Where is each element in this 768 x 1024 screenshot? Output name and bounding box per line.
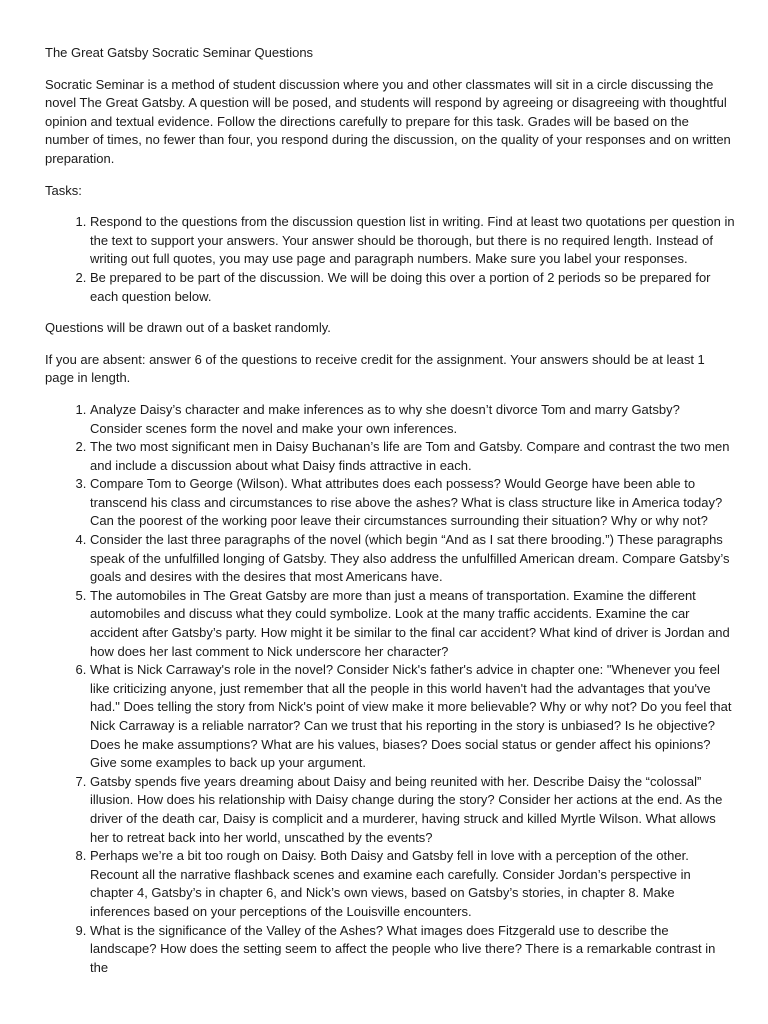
absent-note: If you are absent: answer 6 of the questions to receive credit for the assignment. Your answers should be at least 1 page in length. [45,351,705,386]
question-item: 3. Compare Tom to George (Wilson). What attributes does each possess? Would George have been able to transcend his class and circumstances to rise above the ashes? What is class structure like in America today? Can the poorest of the working poor leave their circumstances surrounding their situation? Why or why not? [90,475,735,531]
tasks-list [45,213,735,306]
question-item: 5. The automobiles in The Great Gatsby are more than just a means of transportation. Examine the different automobiles and discuss what they could symbolize. Look at the many traffic accidents. Examine the car accident after Gatsby’s party. How might it be similar to the final car accident? What kind of driver is Jordan and how does her last comment to Nick underscore her character? [90,587,735,661]
document-page [45,44,735,990]
question-item: 2. The two most significant men in Daisy Buchanan’s life are Tom and Gatsby. Compare and contrast the two men and include a discussion about what Daisy finds attractive in each. [90,438,735,475]
question-item: 4. Consider the last three paragraphs of the novel (which begin “And as I sat there brooding.”) These paragraphs speak of the unfulfilled longing of Gatsby. They also address the unfulfilled American dream. Compare Gatsby’s goals and desires with the desires that most Americans have. [90,531,735,587]
tasks-label: Tasks: [45,182,82,198]
questions-list [45,401,735,977]
task-item: 1. Respond to the questions from the discussion question list in writing. Find at least two quotations per question in the text to support your answers. Your answer should be thorough, but there is no required length. Instead of writing out full quotes, you may use page and paragraph numbers. Make sure you label your responses. [90,213,735,269]
question-item: 7. Gatsby spends five years dreaming about Daisy and being reunited with her. Describe Daisy the “colossal” illusion. How does his relationship with Daisy change during the story? Consider her actions at the end. As the driver of the death car, Daisy is complicit and a murderer, having struck and killed Myrtle Wilson. What allows her to retreat back into her world, unscathed by the events? [90,773,735,847]
question-item: 6. What is Nick Carraway's role in the novel? Consider Nick's father's advice in chapter one: "Whenever you feel like criticizing anyone, just remember that all the people in this world haven't had the advantages that you've had." Does telling the story from Nick's point of view make it more believable? Why or why not? Do you feel that Nick Carraway is a reliable narrator? Can we trust that his reporting in the story is unbiased? Is he objective? Does he make assumptions? What are his values, biases? Does social status or gender affect his opinions? Give some examples to back up your argument. [90,661,735,773]
document-title: The Great Gatsby Socratic Seminar Questions [45,45,314,60]
task-item: 2. Be prepared to be part of the discussion. We will be doing this over a portion of 2 periods so be prepared for each question below. [90,269,735,306]
basket-note: Questions will be drawn out of a basket randomly. [45,320,331,336]
question-item: 1. Analyze Daisy’s character and make inferences as to why she doesn’t divorce Tom and marry Gatsby? Consider scenes form the novel and make your own inferences. [90,401,735,438]
question-item: 9. What is the significance of the Valley of the Ashes? What images does Fitzgerald use to describe the landscape? How does the setting seem to affect the people who live there? There is a remarkable contrast in the [90,922,735,978]
question-item: 8. Perhaps we’re a bit too rough on Daisy. Both Daisy and Gatsby fell in love with a perception of the other. Recount all the narrative flashback scenes and examine each carefully. Consider Jordan’s perspective in chapter 4, Gatsby’s in chapter 6, and Nick’s own views, based on Gatsby’s stories, in chapter 8. Make inferences based on your perceptions of the Louisville encounters. [90,847,735,921]
intro-paragraph: Socratic Seminar is a method of student discussion where you and other classmates will sit in a circle discussing the novel The Great Gatsby. A question will be posed, and students will respond by agreeing or disagreeing with thoughtful opinion and textual evidence. Follow the directions carefully to prepare for this task. Grades will be based on the number of times, no fewer than four, you respond during the discussion, on the quality of your responses and on written preparation. [45,76,731,166]
